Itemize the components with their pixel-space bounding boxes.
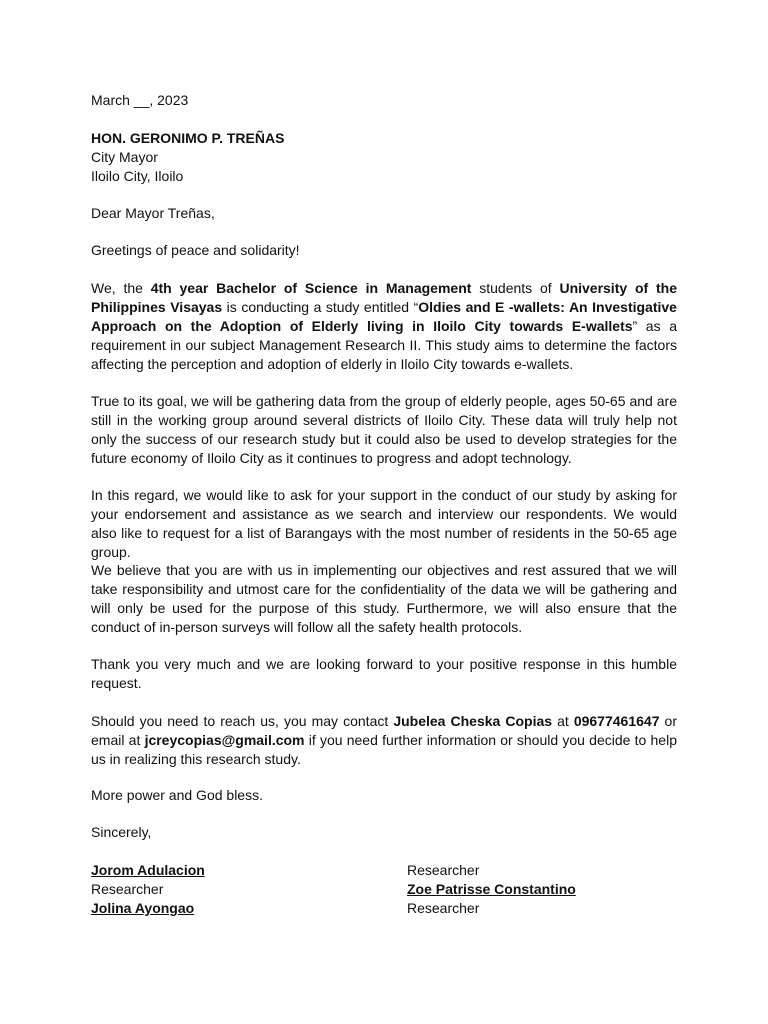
blessing: More power and God bless. [91, 787, 263, 803]
p1-text-3: is conducting a study entitled “ [222, 299, 419, 315]
p6-text-4: if you need further information or should you decide to help us in realizing this research study. [91, 732, 677, 767]
signatory-name: Zoe Patrisse Constantino [407, 881, 576, 897]
signatory-name: Jolina Ayongao [91, 900, 195, 916]
paragraph-request: In this regard, we would like to ask for your support in the conduct of our study by asking for your endorsement and assistance as we search and interview our respondents. We would also like to request for a list of Barangays with the most number of residents in the 50-65 age group. [91, 487, 677, 560]
p6-text-1: Should you need to reach us, you may contact [91, 713, 394, 729]
salutation: Dear Mayor Treñas, [91, 205, 215, 221]
greeting: Greetings of peace and solidarity! [91, 242, 300, 258]
closing: Sincerely, [91, 824, 152, 840]
recipient-block [91, 129, 677, 186]
paragraph-thanks: Thank you very much and we are looking forward to your positive response in this humble request. [91, 656, 677, 691]
recipient-address: Iloilo City, Iloilo [91, 168, 184, 184]
paragraph-goal: True to its goal, we will be gathering data from the group of elderly people, ages 50-65 and are still in the working group around several districts of Iloilo City. These data will truly help not only the success of our research study but it could also be used to develop strategies for the future economy of Iloilo City as it continues to progress and adopt technology. [91, 393, 677, 466]
paragraph-contact [91, 712, 677, 769]
p1-text-4: ” as a requirement in our subject Management Research II. This study aims to determine the factors affecting the perception and adoption of elderly in Iloilo City towards e-wallets. [91, 318, 678, 372]
recipient-name: HON. GERONIMO P. TREÑAS [91, 130, 285, 146]
p1-text-1: We, the [91, 280, 151, 296]
program-name: 4th year Bachelor of Science in Management [150, 280, 472, 296]
contact-name: Jubelea Cheska Copias [393, 713, 553, 729]
signatories-left [91, 861, 391, 918]
study-title: Oldies and E -wallets: An Investigative Approach on the Adoption of Elderly living in Iloilo City towards E-wallets [91, 299, 677, 334]
p6-text-3: or email at [91, 713, 677, 748]
signatory-role: Researcher [91, 881, 164, 897]
signatory-role: Researcher [407, 862, 480, 878]
contact-phone: 09677461647 [573, 713, 660, 729]
signatory-name: Jorom Adulacion [91, 862, 205, 878]
signatory-role: Researcher [407, 900, 480, 916]
letter-date: March __, 2023 [91, 92, 189, 108]
recipient-title: City Mayor [91, 149, 158, 165]
contact-email: jcreycopias@gmail.com [144, 732, 305, 748]
paragraph-assurance: We believe that you are with us in implementing our objectives and rest assured that we will take responsibility and utmost care for the confidentiality of the data we will be gathering and will only be used for the purpose of this study. Furthermore, we will also ensure that the conduct of in-person surveys will follow all the safety health protocols. [91, 562, 677, 635]
university-name: University of the Philippines Visayas [91, 280, 677, 315]
p1-text-2: students of [471, 280, 560, 296]
signatories-right [407, 861, 707, 918]
paragraph-study-intro [91, 279, 677, 374]
p6-text-2: at [552, 713, 574, 729]
